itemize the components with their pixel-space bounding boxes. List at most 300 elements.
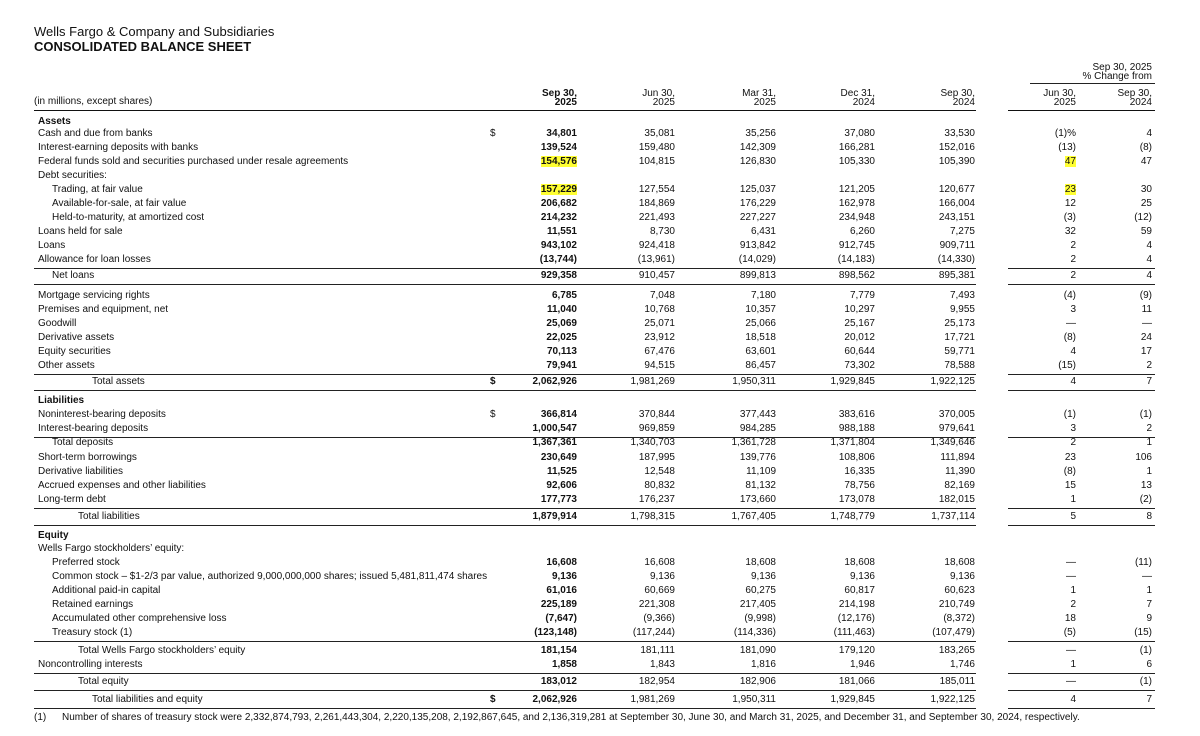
pct-change-cell [1102, 570, 1152, 584]
pct-change-text: — [1142, 571, 1152, 582]
value-text: 173,660 [739, 494, 776, 505]
value-cell [585, 211, 675, 225]
value-cell [885, 127, 975, 141]
value-text: 16,608 [644, 557, 675, 568]
pct-change-cell [1102, 141, 1152, 155]
pct-change-text: 4 [1146, 270, 1152, 281]
statement-title: CONSOLIDATED BALANCE SHEET [34, 39, 252, 54]
pct-change-cell [1102, 644, 1152, 658]
value-cell [785, 598, 875, 612]
column-header [815, 89, 875, 107]
pct-change-cell [1102, 408, 1152, 422]
value-cell [885, 570, 975, 584]
row-label: Total assets [92, 376, 145, 387]
pct-column-header-line1: Jun 30, [1043, 88, 1076, 99]
row-separator [34, 390, 976, 391]
value-cell [585, 408, 675, 422]
table-row [0, 479, 1200, 493]
row-label: Accumulated other comprehensive loss [52, 613, 227, 624]
pct-change-text: (8) [1063, 332, 1076, 343]
value-cell [686, 359, 776, 373]
value-cell [686, 408, 776, 422]
value-text: 6,431 [750, 226, 776, 237]
value-cell [686, 598, 776, 612]
value-text: (9,366) [643, 613, 675, 624]
row-label: Total liabilities and equity [92, 694, 203, 705]
pct-change-text: — [1066, 557, 1076, 568]
pct-change-cell [1026, 612, 1076, 626]
pct-change-text: 1 [1146, 585, 1152, 596]
pct-change-text: 3 [1070, 423, 1076, 434]
value-cell [487, 493, 577, 507]
pct-change-cell [1102, 422, 1152, 436]
value-cell [585, 658, 675, 672]
table-row [0, 422, 1200, 436]
value-cell [686, 693, 776, 707]
value-cell [785, 127, 875, 141]
pct-change-title-line2: % Change from [1082, 71, 1152, 82]
value-cell [487, 269, 577, 283]
value-text: 12,548 [644, 466, 675, 477]
value-text: 1,843 [649, 659, 675, 670]
value-cell [686, 556, 776, 570]
pct-change-cell [1026, 183, 1076, 197]
pct-change-cell [1026, 359, 1076, 373]
value-cell [686, 183, 776, 197]
value-text: 60,623 [944, 585, 975, 596]
value-text: 86,457 [745, 360, 776, 371]
value-text: 1,929,845 [830, 376, 875, 387]
pct-change-cell [1026, 626, 1076, 640]
value-text: (13,961) [637, 254, 675, 265]
pct-change-cell [1102, 155, 1152, 169]
pct-change-cell [1102, 693, 1152, 707]
value-cell [885, 612, 975, 626]
group-label-row [0, 169, 1200, 183]
value-text: 152,016 [938, 142, 975, 153]
table-row [0, 493, 1200, 507]
pct-change-cell [1026, 375, 1076, 389]
pct-change-text: 11 [1141, 304, 1152, 315]
value-text: 35,081 [644, 128, 675, 139]
value-text: 9,136 [949, 571, 975, 582]
pct-change-cell [1026, 675, 1076, 689]
value-cell [885, 211, 975, 225]
pct-change-text: 1 [1146, 466, 1152, 477]
value-text: 1,798,315 [630, 511, 675, 522]
value-text: 1,929,845 [830, 694, 875, 705]
value-cell [885, 141, 975, 155]
pct-change-cell [1026, 239, 1076, 253]
value-cell [785, 331, 875, 345]
value-text: (111,463) [833, 627, 875, 638]
value-cell [487, 451, 577, 465]
value-text: 230,649 [540, 452, 577, 463]
row-label: Derivative liabilities [38, 466, 124, 477]
pct-change-text: 6 [1146, 659, 1152, 670]
footnote-text: Number of shares of treasury stock were 2,332,874,793, 2,261,443,304, 2,220,135,208, 2,192,867,645, and 2,136,319,281 at September 30, June 30, and March 31, 2025, and December 31, and September 30, 2024, respectively. [62, 712, 1080, 723]
row-separator-pct [1008, 641, 1155, 642]
value-cell [686, 570, 776, 584]
pct-change-cell [1102, 225, 1152, 239]
pct-change-cell [1102, 345, 1152, 359]
pct-change-text: 3 [1070, 304, 1076, 315]
value-cell [686, 493, 776, 507]
pct-change-cell [1102, 303, 1152, 317]
value-text: 179,120 [838, 645, 875, 656]
value-cell [585, 303, 675, 317]
value-text: 183,012 [540, 676, 577, 687]
row-separator [34, 708, 976, 709]
pct-change-text: 2 [1070, 240, 1076, 251]
pct-change-text: (1) [1063, 409, 1076, 420]
value-text: 913,842 [739, 240, 776, 251]
value-text: 25,173 [944, 318, 975, 329]
value-text: 61,016 [546, 585, 577, 596]
value-text: 1,858 [551, 659, 577, 670]
value-cell [885, 331, 975, 345]
value-cell [885, 493, 975, 507]
value-cell [686, 422, 776, 436]
pct-change-cell [1102, 479, 1152, 493]
value-text: 70,113 [546, 346, 577, 357]
value-cell [885, 598, 975, 612]
value-text: 10,357 [745, 304, 776, 315]
row-separator [34, 284, 976, 285]
value-cell [785, 570, 875, 584]
value-cell [585, 493, 675, 507]
column-header-line2: 2025 [652, 97, 675, 108]
pct-change-cell [1026, 155, 1076, 169]
row-label: Short-term borrowings [38, 452, 137, 463]
pct-change-text: 23 [1064, 184, 1076, 195]
value-text: 105,390 [938, 156, 975, 167]
value-text: 7,048 [649, 290, 675, 301]
value-cell [487, 239, 577, 253]
value-cell [585, 436, 675, 450]
value-cell [585, 197, 675, 211]
value-cell [785, 141, 875, 155]
value-cell [487, 225, 577, 239]
pct-change-text: (2) [1139, 494, 1152, 505]
value-text: 126,830 [739, 156, 776, 167]
value-cell [487, 183, 577, 197]
value-cell [785, 584, 875, 598]
row-label: Common stock – $1-2/3 par value, authorized 9,000,000,000 shares; issued 5,481,811,474 shares [52, 571, 488, 582]
pct-change-text: 2 [1070, 270, 1076, 281]
value-cell [885, 436, 975, 450]
value-text: 60,669 [644, 585, 675, 596]
pct-change-text: (1) [1139, 409, 1152, 420]
pct-change-cell [1102, 451, 1152, 465]
value-text: 181,090 [739, 645, 776, 656]
row-label: Mortgage servicing rights [38, 290, 150, 301]
pct-change-cell [1026, 197, 1076, 211]
pct-change-cell [1026, 269, 1076, 283]
value-cell [885, 345, 975, 359]
value-cell [487, 436, 577, 450]
pct-change-cell [1102, 658, 1152, 672]
value-text: 225,189 [540, 599, 577, 610]
pct-change-text: 17 [1140, 346, 1152, 357]
value-text: 1,737,114 [931, 511, 975, 522]
value-cell [487, 408, 577, 422]
value-cell [785, 359, 875, 373]
value-cell [885, 510, 975, 524]
column-header-line2: 2025 [753, 97, 776, 108]
value-cell [487, 375, 577, 389]
pct-change-cell [1026, 598, 1076, 612]
value-cell [686, 155, 776, 169]
table-row [0, 570, 1200, 584]
table-row [0, 612, 1200, 626]
pct-change-cell [1026, 317, 1076, 331]
value-cell [487, 584, 577, 598]
value-cell [785, 225, 875, 239]
pct-column-header-line2: 2024 [1129, 97, 1152, 108]
pct-change-cell [1102, 556, 1152, 570]
value-text: 142,309 [739, 142, 776, 153]
value-text: 988,188 [838, 423, 875, 434]
value-cell [585, 289, 675, 303]
pct-change-cell [1026, 331, 1076, 345]
value-text: 912,745 [838, 240, 875, 251]
pct-change-text: 5 [1070, 511, 1076, 522]
value-cell [885, 626, 975, 640]
value-text: 184,869 [638, 198, 675, 209]
value-cell [885, 584, 975, 598]
pct-change-text: (15) [1058, 360, 1076, 371]
value-text: 183,265 [938, 645, 975, 656]
pct-change-cell [1026, 127, 1076, 141]
value-text: 34,801 [546, 128, 577, 139]
value-text: 185,011 [939, 676, 975, 687]
value-text: 1,340,703 [630, 437, 675, 448]
pct-change-cell [1102, 317, 1152, 331]
value-cell [785, 155, 875, 169]
value-text: 221,308 [638, 599, 675, 610]
column-header-line2: 2025 [554, 97, 577, 108]
pct-change-text: 7 [1146, 376, 1152, 387]
pct-change-cell [1026, 289, 1076, 303]
value-cell [686, 127, 776, 141]
value-cell [885, 556, 975, 570]
pct-change-text: (15) [1134, 627, 1152, 638]
value-text: 22,025 [546, 332, 577, 343]
pct-change-cell [1026, 658, 1076, 672]
pct-change-text: (1) [1139, 676, 1152, 687]
value-cell [686, 479, 776, 493]
table-row [0, 155, 1200, 169]
pct-change-text: 30 [1140, 184, 1152, 195]
value-text: 899,813 [739, 270, 776, 281]
value-cell [686, 141, 776, 155]
value-cell [686, 211, 776, 225]
column-header-line1: Sep 30, [940, 88, 975, 99]
row-separator-pct [1008, 390, 1155, 391]
pct-change-text: 2 [1070, 254, 1076, 265]
pct-change-cell [1102, 493, 1152, 507]
pct-change-text: 4 [1070, 694, 1076, 705]
value-text: (123,148) [534, 627, 577, 638]
value-text: 8,730 [649, 226, 675, 237]
row-label: Federal funds sold and securities purchased under resale agreements [38, 156, 349, 167]
value-cell [686, 375, 776, 389]
value-text: 1,879,914 [532, 511, 577, 522]
column-header [716, 89, 776, 107]
pct-change-text: — [1066, 571, 1076, 582]
pct-change-text: 4 [1146, 254, 1152, 265]
value-cell [885, 451, 975, 465]
value-cell [585, 331, 675, 345]
value-cell [885, 675, 975, 689]
pct-change-text: 25 [1140, 198, 1152, 209]
pct-change-cell [1026, 408, 1076, 422]
value-text: 6,785 [551, 290, 577, 301]
value-text: 18,518 [745, 332, 776, 343]
table-row [0, 465, 1200, 479]
value-text: 79,941 [546, 360, 577, 371]
pct-change-text: — [1066, 318, 1076, 329]
table-row [0, 408, 1200, 422]
value-cell [585, 345, 675, 359]
table-row [0, 451, 1200, 465]
value-text: 234,948 [838, 212, 875, 223]
footnote [34, 712, 1080, 723]
value-cell [585, 375, 675, 389]
value-text: 121,205 [838, 184, 875, 195]
value-text: 1,748,779 [830, 511, 875, 522]
value-cell [885, 317, 975, 331]
pct-change-cell [1026, 479, 1076, 493]
column-header-line1: Mar 31, [742, 88, 776, 99]
value-text: 9,136 [750, 571, 776, 582]
pct-change-cell [1026, 253, 1076, 267]
pct-change-cell [1026, 556, 1076, 570]
value-text: 1,367,361 [532, 437, 577, 448]
value-cell [785, 675, 875, 689]
value-cell [785, 422, 875, 436]
column-header-line1: Sep 30, [541, 88, 577, 99]
value-text: 2,062,926 [532, 694, 577, 705]
value-text: (13,744) [539, 254, 577, 265]
pct-change-cell [1026, 451, 1076, 465]
value-text: 18,608 [944, 557, 975, 568]
value-text: 383,616 [838, 409, 875, 420]
value-cell [487, 303, 577, 317]
value-text: 1,922,125 [930, 376, 975, 387]
value-cell [487, 510, 577, 524]
value-cell [487, 612, 577, 626]
pct-change-cell [1102, 211, 1152, 225]
pct-change-cell [1102, 584, 1152, 598]
value-cell [686, 436, 776, 450]
pct-change-text: 1 [1146, 437, 1152, 448]
table-row [0, 331, 1200, 345]
row-separator-pct [1008, 525, 1155, 526]
value-text: 127,554 [638, 184, 675, 195]
pct-change-text: 9 [1146, 613, 1152, 624]
value-cell [686, 451, 776, 465]
table-row [0, 436, 1200, 450]
pct-change-cell [1102, 375, 1152, 389]
value-text: 1,371,804 [830, 437, 875, 448]
pct-change-text: 8 [1146, 511, 1152, 522]
value-cell [686, 626, 776, 640]
value-cell [585, 451, 675, 465]
value-cell [686, 239, 776, 253]
pct-change-cell [1102, 359, 1152, 373]
value-text: 227,227 [739, 212, 776, 223]
value-text: 1,361,728 [731, 437, 776, 448]
value-text: 60,644 [844, 346, 875, 357]
pct-change-cell [1026, 422, 1076, 436]
row-separator [34, 508, 976, 509]
pct-column-header [1092, 89, 1152, 107]
row-label: Interest-earning deposits with banks [38, 142, 199, 153]
value-text: 18,608 [844, 557, 875, 568]
pct-change-text: 7 [1146, 599, 1152, 610]
row-label: Other assets [38, 360, 95, 371]
value-cell [885, 422, 975, 436]
value-text: 20,012 [844, 332, 875, 343]
row-label: Noncontrolling interests [38, 659, 143, 670]
value-text: 910,457 [638, 270, 675, 281]
header-rule-main [34, 110, 976, 111]
pct-column-header [1016, 89, 1076, 107]
pct-change-cell [1026, 644, 1076, 658]
value-text: 984,285 [739, 423, 776, 434]
value-text: 125,037 [739, 184, 776, 195]
table-row [0, 556, 1200, 570]
currency-symbol: $ [490, 128, 496, 139]
pct-change-cell [1102, 269, 1152, 283]
value-text: 82,169 [944, 480, 975, 491]
value-cell [585, 422, 675, 436]
row-label: Premises and equipment, net [38, 304, 169, 315]
row-label: Additional paid-in capital [52, 585, 161, 596]
value-text: 210,749 [938, 599, 975, 610]
row-separator [34, 690, 976, 691]
row-label: Cash and due from banks [38, 128, 153, 139]
value-cell [885, 155, 975, 169]
value-text: 11,525 [546, 466, 577, 477]
row-label: Accrued expenses and other liabilities [38, 480, 206, 491]
value-cell [487, 359, 577, 373]
value-cell [585, 479, 675, 493]
value-text: 176,229 [739, 198, 776, 209]
value-text: 221,493 [638, 212, 675, 223]
value-cell [686, 675, 776, 689]
value-text: 16,608 [546, 557, 577, 568]
pct-change-cell [1102, 626, 1152, 640]
value-cell [785, 626, 875, 640]
section-header-row [0, 529, 1200, 543]
value-text: 181,154 [540, 645, 577, 656]
value-text: 10,297 [844, 304, 875, 315]
value-cell [487, 570, 577, 584]
table-row [0, 269, 1200, 283]
table-row [0, 584, 1200, 598]
pct-change-cell [1026, 345, 1076, 359]
table-row [0, 127, 1200, 141]
value-text: 214,232 [540, 212, 577, 223]
value-text: 16,335 [844, 466, 875, 477]
value-text: 929,358 [540, 270, 577, 281]
row-label: Preferred stock [52, 557, 120, 568]
pct-change-rule [1030, 83, 1155, 84]
value-cell [885, 644, 975, 658]
